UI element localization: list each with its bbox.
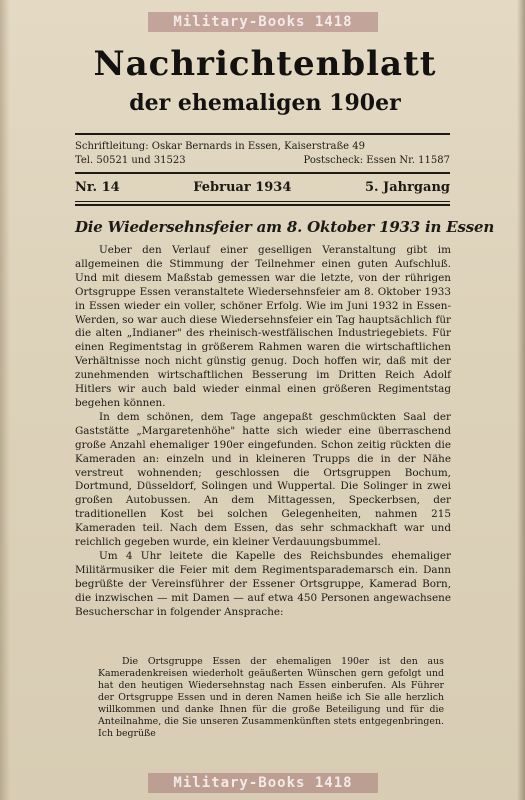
divider-rule xyxy=(75,172,450,174)
issue-number: Nr. 14 xyxy=(75,180,120,195)
quote-paragraph: Die Ortsgruppe Essen der ehemaligen 190er ist den aus Kameradenkreisen wiederholt geäußerten Wünschen gern gefolgt und hat den heutigen Wiedersehnstag nach Essen einberufen. Als Führer der Ortsgruppe Essen und in deren Namen heiße ich Sie alle herzlich willkommen und danke Ihnen für die große Beteiligung und für die Anteilnahme, die Sie unseren Zusammenkünften stets entgegenbringen. Ich begrüße xyxy=(98,656,444,739)
divider-rule xyxy=(75,133,450,135)
speech-quote xyxy=(98,656,444,740)
article-body xyxy=(75,244,451,619)
editorial-line-1 xyxy=(75,141,450,153)
masthead-subtitle: der ehemaligen 190er xyxy=(129,90,401,116)
article-paragraph: Um 4 Uhr leitete die Kapelle des Reichsbundes ehemaliger Militärmusiker die Feier mit dem Regimentsparademarsch ein. Dann begrüßte der Vereinsführer der Essener Ortsgruppe, Kamerad Born, die inzwischen — mit Damen — auf etwa 450 Personen angewachsene Besucherschar in folgender Ansprache: xyxy=(75,549,451,618)
issue-date: Februar 1934 xyxy=(193,180,292,195)
editor-address: Schriftleitung: Oskar Bernards in Essen, Kaiserstraße 49 xyxy=(75,141,365,152)
telephone-numbers: Tel. 50521 und 31523 xyxy=(75,155,186,166)
watermark-top: Military-Books 1418 xyxy=(148,12,378,32)
watermark-bottom: Military-Books 1418 xyxy=(148,773,378,793)
divider-rule xyxy=(75,204,450,206)
editorial-line-2 xyxy=(75,155,450,167)
masthead-title: Nachrichtenblatt xyxy=(93,44,437,84)
divider-rule xyxy=(75,201,450,202)
article-paragraph: In dem schönen, dem Tage angepaßt geschmückten Saal der Gaststätte „Margaretenhöhe" hatte sich wieder eine überraschend große Anzahl ehemaliger 190er eingefunden. Schon zeitig rückten die Kameraden an: einzeln und in kleineren Trupps die in der Nähe verstreut wohnenden; geschlossen die Ortsgruppen Bochum, Dortmund, Düsseldorf, Solingen und Wuppertal. Die Solinger in zwei großen Autobussen. An dem Mittagessen, Speckerbsen, der traditionellen Kost bei solchen Gelegenheiten, nahmen 215 Kameraden teil. Nach dem Essen, das sehr schmackhaft war und reichlich gegeben wurde, ein kleiner Verdauungsbummel. xyxy=(75,410,451,549)
postal-check-account: Postscheck: Essen Nr. 11587 xyxy=(303,155,450,166)
issue-line xyxy=(75,180,450,196)
article-title: Die Wiedersehnsfeier am 8. Oktober 1933 in Essen xyxy=(75,218,495,236)
issue-volume: 5. Jahrgang xyxy=(364,180,450,195)
article-paragraph: Ueber den Verlauf einer geselligen Veranstaltung gibt im allgemeinen die Stimmung der Teilnehmer einen guten Aufschluß. Und mit diesem Maßstab gemessen war die letzte, von der rührigen Ortsgruppe Essen veranstaltete Wiedersehnsfeier am 8. Oktober 1933 in Essen wieder ein voller, schöner Erfolg. Wie im Juni 1932 in Essen-Werden, so war auch diese Wiedersehnsfeier ein Tag hauptsächlich für die alten „Indianer" des rheinisch-westfälischen Industriegebiets. Für einen Regimentstag in größerem Rahmen waren die wirtschaftlichen Verhältnisse noch nicht günstig genug. Doch hoffen wir, daß mit der zunehmenden wirtschaftlichen Besserung im Dritten Reich Adolf Hitlers wir auch bald wieder einmal einen größeren Regimentstag begehen können. xyxy=(75,244,451,409)
